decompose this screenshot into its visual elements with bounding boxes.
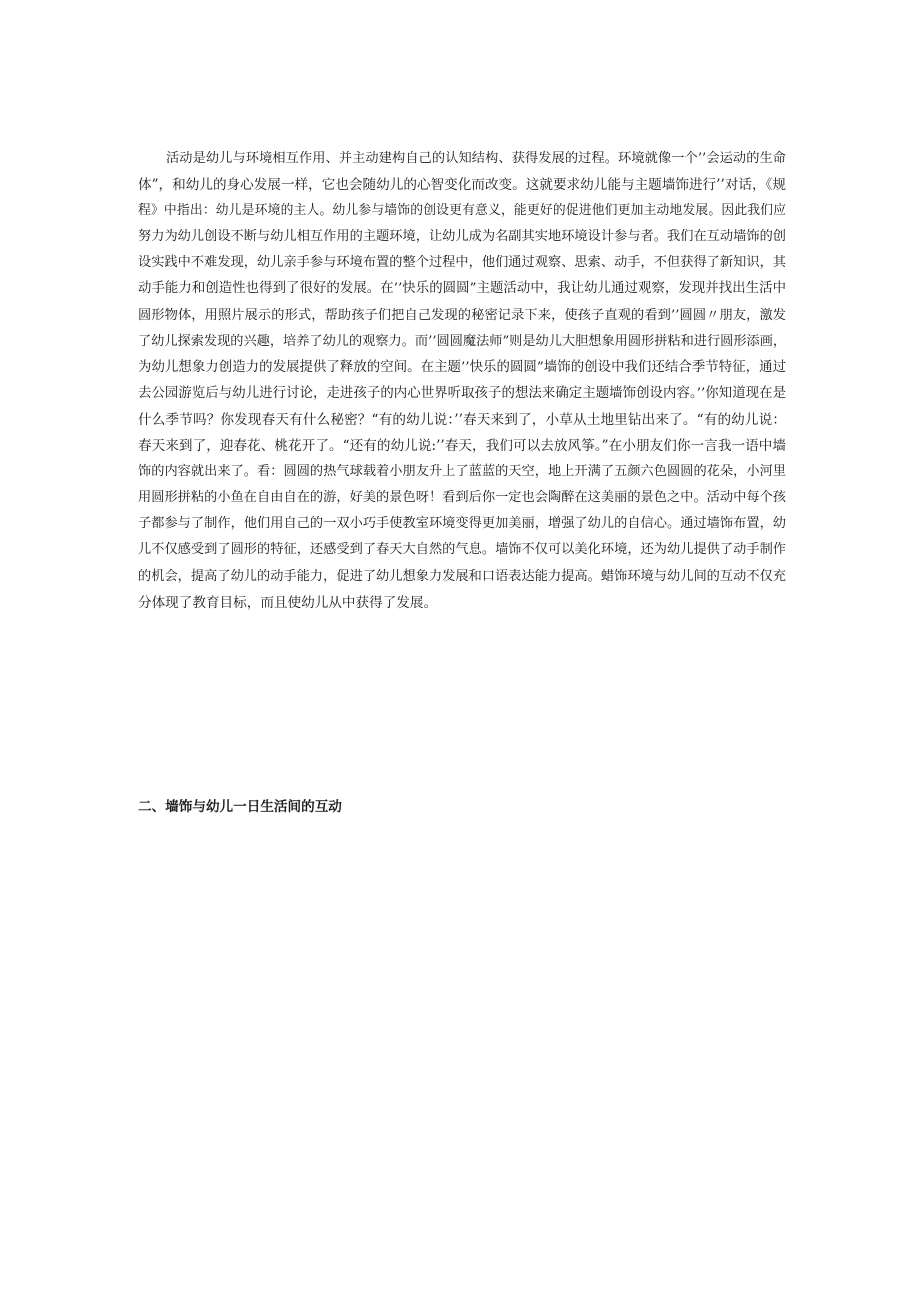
paragraph-line: 程》中指出：幼儿是环境的主人。幼儿参与墙饰的创设更有意义，能更好的促进他们更加主动地发展。因此我们应: [138, 203, 786, 219]
paragraph-line: 体”，和幼儿的身心发展一样，它也会随幼儿的心智变化而改变。这就要求幼儿能与主题墙饰进行’’对话，《规: [138, 177, 786, 194]
paragraph-line: 设实践中不难发现，幼儿亲手参与环境布置的整个过程中，他们通过观察、思索、动手，不但获得了新知识，其: [138, 255, 786, 271]
paragraph-line: 去公园游览后与幼儿进行讨论，走进孩子的内心世界听取孩子的想法来确定主题墙饰创设内容。’’你知道现在是: [138, 385, 786, 401]
paragraph-line: 儿不仅感受到了圆形的特征，还感受到了春天大自然的气息。墙饰不仅可以美化环境，还为幼儿提供了动手制作: [138, 542, 786, 558]
body-paragraph: [138, 146, 786, 616]
paragraph-line: 活动是幼儿与环境相互作用、并主动建构自己的认知结构、获得发展的过程。环境就像一个’’会运动的生命: [166, 151, 786, 166]
paragraph-line: 了幼儿探索发现的兴趣，培养了幼儿的观察力。而’’圆圆魔法师”则是幼儿大胆想象用圆形拼粘和进行圆形添画，: [138, 333, 787, 349]
paragraph-line: 春天来到了，迎春花、桃花开了。“还有的幼儿说:’’春天，我们可以去放风筝。”在小朋友们你一言我一语中墙: [138, 438, 786, 455]
paragraph-line: 用圆形拼粘的小鱼在自由自在的游，好美的景色呀！看到后你一定也会陶醉在这美丽的景色之中。活动中每个孩: [138, 490, 786, 506]
paragraph-line: 动手能力和创造性也得到了很好的发展。在’’快乐的圆圆”主题活动中，我让幼儿通过观察，发现并找出生活中: [138, 281, 786, 297]
paragraph-line: 的机会，提高了幼儿的动手能力，促进了幼儿想象力发展和口语表达能力提高。蜡饰环境与幼儿间的互动不仅充: [138, 568, 786, 584]
paragraph-line: 努力为幼儿创设不断与幼儿相互作用的主题环境，让幼儿成为名副其实地环境设计参与者。我们在互动墙饰的创: [138, 229, 786, 245]
paragraph-line: 饰的内容就出来了。看：圆圆的热气球载着小朋友升上了蓝蓝的天空，地上开满了五颜六色圆圆的花朵，小河里: [138, 464, 786, 480]
section-heading: 二、墙饰与幼儿一日生活间的互动: [138, 799, 342, 815]
paragraph-line: 分体现了教育目标，而且使幼儿从中获得了发展。: [138, 594, 438, 611]
paragraph-line: 为幼儿想象力创造力的发展提供了释放的空间。在主题’’快乐的圆圆”墙饰的创设中我们还结合季节特征，通过: [138, 359, 786, 375]
paragraph-line: 什么季节吗？你发现春天有什么秘密？“有的幼儿说：’’春天来到了，小草从土地里钻出来了。“有的幼儿说：: [138, 411, 786, 428]
paragraph-line: 子都参与了制作，他们用自己的一双小巧手使教室环境变得更加美丽，增强了幼儿的自信心。通过墙饰布置，幼: [138, 516, 786, 532]
paragraph-line: 圆形物体，用照片展示的形式，帮助孩子们把自己发现的秘密记录下来，使孩子直观的看到’’圆圆〃朋友，激发: [138, 307, 786, 323]
